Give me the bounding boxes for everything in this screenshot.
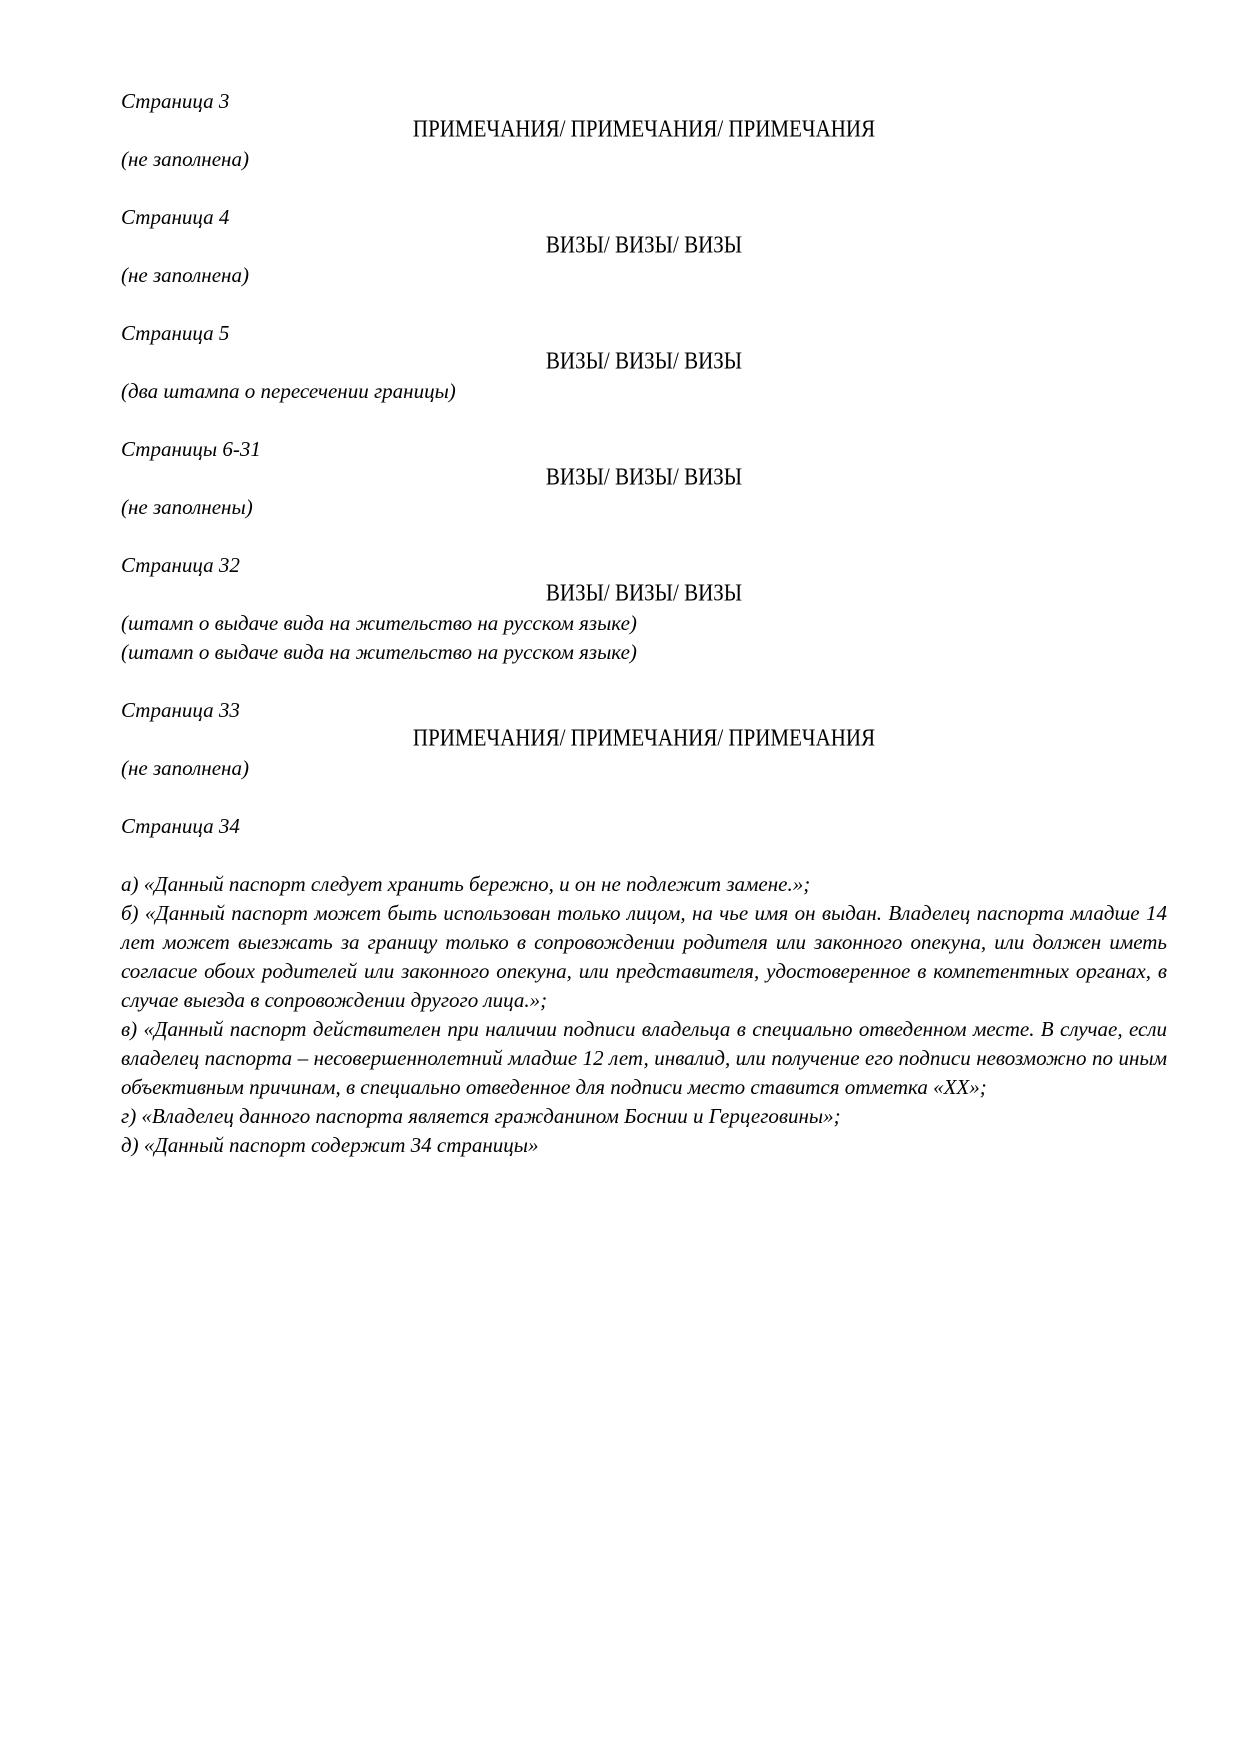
page-note: (не заполнена) bbox=[121, 263, 249, 287]
page-section-4 bbox=[121, 203, 1167, 290]
page-section-3 bbox=[121, 87, 1167, 174]
page-label: Страница 32 bbox=[121, 553, 240, 577]
page-label: Страница 5 bbox=[121, 321, 230, 345]
section-heading-text: ВИЗЫ/ ВИЗЫ/ ВИЗЫ bbox=[545, 230, 743, 259]
section-heading-text: ВИЗЫ/ ВИЗЫ/ ВИЗЫ bbox=[545, 346, 743, 375]
page-section-5 bbox=[121, 319, 1167, 406]
page-label: Страница 4 bbox=[121, 205, 230, 229]
passport-notes-paragraphs bbox=[121, 870, 1167, 1160]
section-heading-text: ВИЗЫ/ ВИЗЫ/ ВИЗЫ bbox=[545, 578, 743, 607]
page-label: Страница 34 bbox=[121, 814, 240, 838]
page-section-6-31 bbox=[121, 435, 1167, 522]
paragraph-d: д) «Данный паспорт содержит 34 страницы» bbox=[121, 1133, 539, 1157]
section-heading bbox=[121, 725, 1167, 754]
page-note: (штамп о выдаче вида на жительство на русском языке) bbox=[121, 611, 637, 635]
page-section-33 bbox=[121, 696, 1167, 783]
paragraph-b: б) «Данный паспорт может быть использован только лицом, на чье имя он выдан. Владелец паспорта младше 14 лет может выезжать за границу только в сопровождении родителя или законного опекуна, или должен иметь согласие обоих родителей или законного опекуна, или представителя, удостоверенное в компетентных органах, в случае выезда в сопровождении другого лица.»; bbox=[121, 901, 1167, 1012]
section-heading bbox=[121, 580, 1167, 609]
page-note: (не заполнены) bbox=[121, 495, 253, 519]
section-heading-text: ПРИМЕЧАНИЯ/ ПРИМЕЧАНИЯ/ ПРИМЕЧАНИЯ bbox=[412, 114, 876, 143]
page-label: Страница 33 bbox=[121, 698, 240, 722]
page-section-32 bbox=[121, 551, 1167, 667]
page-note: (не заполнена) bbox=[121, 756, 249, 780]
page-section-34 bbox=[121, 812, 1167, 841]
section-heading bbox=[121, 464, 1167, 493]
page-note: (два штампа о пересечении границы) bbox=[121, 379, 456, 403]
section-heading-text: ПРИМЕЧАНИЯ/ ПРИМЕЧАНИЯ/ ПРИМЕЧАНИЯ bbox=[412, 723, 876, 752]
paragraph-a: а) «Данный паспорт следует хранить бережно, и он не подлежит замене.»; bbox=[121, 872, 811, 896]
section-heading bbox=[121, 116, 1167, 145]
page-label: Страницы 6-31 bbox=[121, 437, 261, 461]
section-heading bbox=[121, 348, 1167, 377]
section-heading-text: ВИЗЫ/ ВИЗЫ/ ВИЗЫ bbox=[545, 462, 743, 491]
page-label: Страница 3 bbox=[121, 89, 230, 113]
paragraph-v: в) «Данный паспорт действителен при наличии подписи владельца в специально отведенном месте. В случае, если владелец паспорта – несовершеннолетний младше 12 лет, инвалид, или получение его подписи невозможно по иным объективным причинам, в специально отведенное для подписи место ставится отметка «ХХ»; bbox=[121, 1017, 1167, 1099]
page-note: (не заполнена) bbox=[121, 147, 249, 171]
page-note: (штамп о выдаче вида на жительство на русском языке) bbox=[121, 640, 637, 664]
section-heading bbox=[121, 232, 1167, 261]
paragraph-g: г) «Владелец данного паспорта является гражданином Боснии и Герцеговины»; bbox=[121, 1104, 841, 1128]
